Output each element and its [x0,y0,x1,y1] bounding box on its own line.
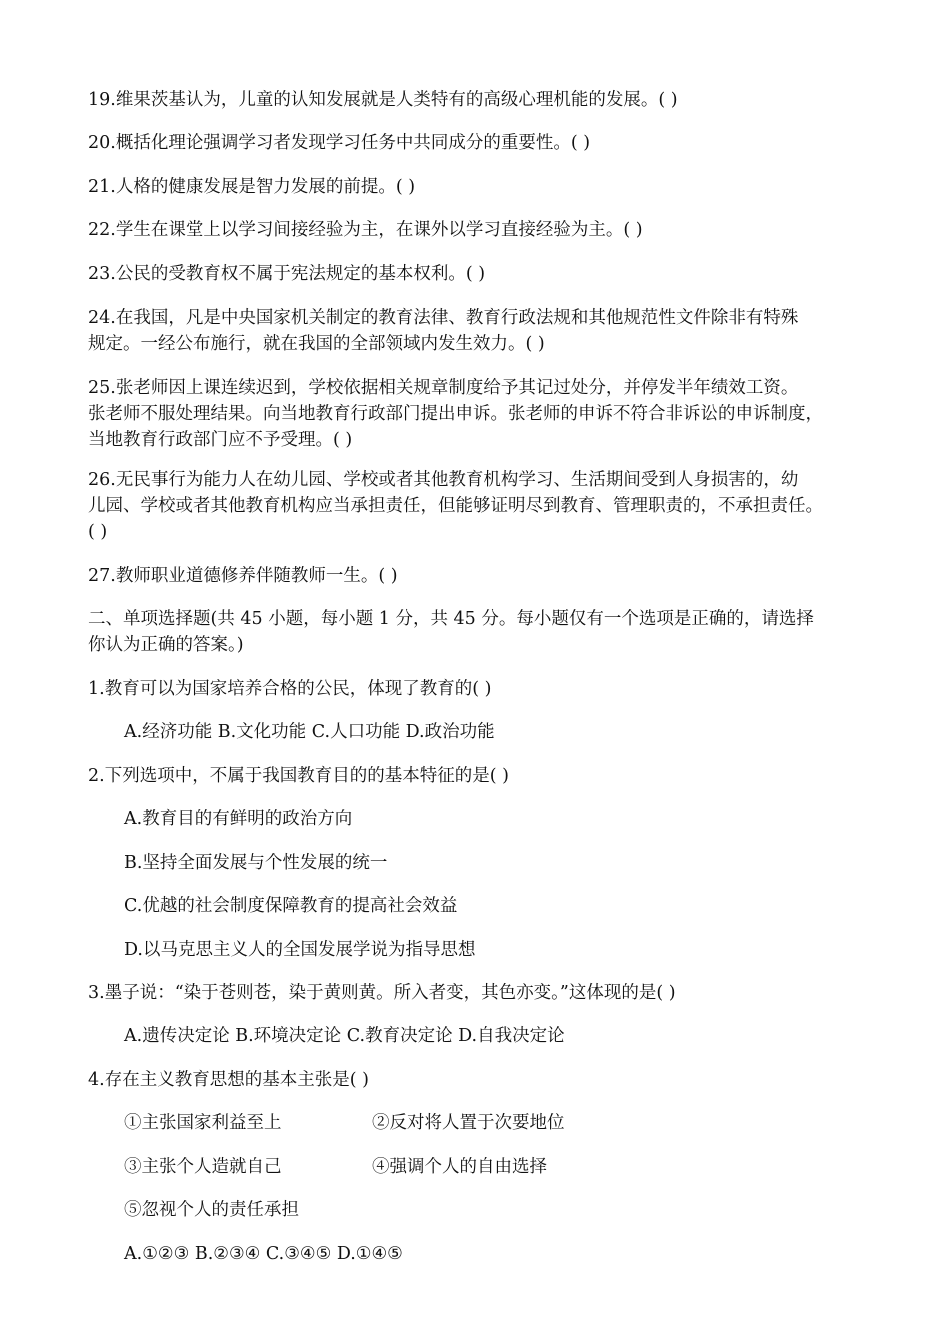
question-26-line: 儿园、学校或者其他教育机构应当承担责任，但能够证明尽到教育、管理职责的，不承担责任。 [88,496,823,516]
question-24 [88,305,868,357]
choice-question-2-option-d: D.以马克思主义人的全国发展学说为指导思想 [124,940,476,960]
question-25-line: 当地教育行政部门应不予受理。( ) [88,430,353,450]
section-heading [88,606,868,658]
choice-question-1-options: A.经济功能 B.文化功能 C.人口功能 D.政治功能 [124,722,495,742]
question-20: 20.概括化理论强调学习者发现学习任务中共同成分的重要性。( ) [88,133,591,153]
choice-question-4-options: A.①②③ B.②③④ C.③④⑤ D.①④⑤ [124,1244,403,1264]
section-heading-line: 二、单项选择题(共 45 小题，每小题 1 分，共 45 分。每小题仅有一个选项是正确的，请选择 [88,609,814,629]
choice-question-3: 3.墨子说：“染于苍则苍，染于黄则黄。所入者变，其色亦变。”这体现的是( ) [88,983,676,1003]
choice-question-4-item-4: ④强调个人的自由选择 [372,1157,547,1177]
section-heading-line: 你认为正确的答案。) [88,635,244,655]
choice-question-4-item-3: ③主张个人造就自己 [124,1157,282,1177]
question-26-line: ( ) [88,522,108,542]
question-26-line: 26.无民事行为能力人在幼儿园、学校或者其他教育机构学习、生活期间受到人身损害的，幼 [88,470,799,490]
choice-question-4-item-5: ⑤忽视个人的责任承担 [124,1200,299,1220]
choice-question-4: 4.存在主义教育思想的基本主张是( ) [88,1070,369,1090]
choice-question-2: 2.下列选项中，不属于我国教育目的的基本特征的是( ) [88,766,509,786]
choice-question-2-option-c: C.优越的社会制度保障教育的提高社会效益 [124,896,458,916]
question-22: 22.学生在课堂上以学习间接经验为主，在课外以学习直接经验为主。( ) [88,220,643,240]
question-25-line: 25.张老师因上课连续迟到，学校依据相关规章制度给予其记过处分，并停发半年绩效工资。 [88,378,799,398]
question-24-line: 规定。一经公布施行，就在我国的全部领域内发生效力。( ) [88,334,545,354]
question-24-line: 24.在我国，凡是中央国家机关制定的教育法律、教育行政法规和其他规范性文件除非有特殊 [88,308,799,328]
question-27: 27.教师职业道德修养伴随教师一生。( ) [88,566,398,586]
choice-question-4-item-1: ①主张国家利益至上 [124,1113,282,1133]
question-25-line: 张老师不服处理结果。向当地教育行政部门提出申诉。张老师的申诉不符合非诉讼的申诉制度， [88,404,823,424]
question-26 [88,467,868,545]
choice-question-4-item-2: ②反对将人置于次要地位 [372,1113,565,1133]
choice-question-2-option-b: B.坚持全面发展与个性发展的统一 [124,853,388,873]
question-25 [88,375,868,453]
choice-question-2-option-a: A.教育目的有鲜明的政治方向 [124,809,353,829]
question-23: 23.公民的受教育权不属于宪法规定的基本权利。( ) [88,264,486,284]
choice-question-3-options: A.遗传决定论 B.环境决定论 C.教育决定论 D.自我决定论 [124,1026,565,1046]
choice-question-1: 1.教育可以为国家培养合格的公民，体现了教育的( ) [88,679,492,699]
question-21: 21.人格的健康发展是智力发展的前提。( ) [88,177,416,197]
question-19: 19.维果茨基认为，儿童的认知发展就是人类特有的高级心理机能的发展。( ) [88,90,678,110]
